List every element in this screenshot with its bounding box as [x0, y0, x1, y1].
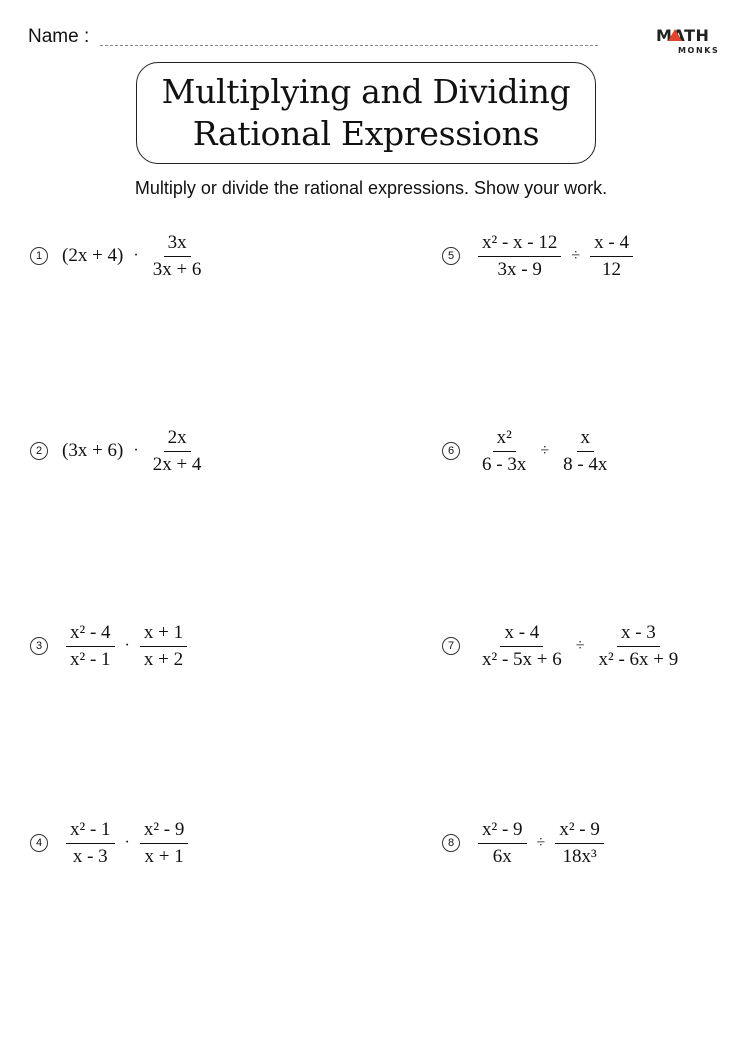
problem-4: [30, 813, 192, 873]
numerator: x²: [493, 427, 516, 452]
denominator: 18x³: [562, 845, 597, 867]
numerator: 2x: [164, 427, 191, 452]
denominator: 2x + 4: [152, 453, 202, 475]
problem-number: 2: [30, 442, 48, 460]
expression: [474, 819, 608, 868]
operator: ÷: [540, 442, 550, 459]
fraction-1: [478, 427, 530, 476]
expression: [62, 819, 192, 868]
numerator: x² - 1: [66, 819, 115, 844]
fraction-2: [140, 819, 189, 868]
numerator: x² - 9: [140, 819, 189, 844]
logo-sub-text: MONKS: [678, 46, 720, 55]
operator: ·: [133, 442, 139, 459]
problem-number: 3: [30, 637, 48, 655]
problem-3: [30, 616, 191, 676]
denominator: 12: [602, 258, 622, 280]
problem-number: 1: [30, 247, 48, 265]
fraction-1: [66, 622, 115, 671]
logo-triangle-icon: [668, 29, 682, 41]
problem-5: [442, 226, 637, 286]
name-label: Name :: [28, 26, 90, 47]
operator: ÷: [536, 834, 546, 851]
problem-1: [30, 226, 209, 286]
numerator: x² - x - 12: [478, 232, 561, 257]
numerator: x² - 9: [555, 819, 604, 844]
problem-6: [442, 421, 615, 481]
numerator: x - 3: [617, 622, 660, 647]
fraction: [149, 427, 206, 476]
numerator: x + 1: [140, 622, 187, 647]
numerator: x² - 4: [66, 622, 115, 647]
numerator: x: [577, 427, 595, 452]
math-monks-logo: [652, 26, 718, 58]
expression: [474, 622, 686, 671]
problem-7: [442, 616, 686, 676]
operator: ÷: [571, 247, 581, 264]
denominator: x² - 6x + 9: [598, 648, 679, 670]
fraction-1: [66, 819, 115, 868]
fraction-2: [590, 232, 633, 281]
expression: [474, 232, 637, 281]
numerator: x - 4: [500, 622, 543, 647]
name-row: [28, 26, 598, 50]
lead-factor: (2x + 4): [62, 245, 124, 266]
problem-number: 5: [442, 247, 460, 265]
operator: ·: [124, 834, 130, 851]
name-input-line[interactable]: [100, 45, 598, 46]
operator: ÷: [575, 637, 585, 654]
fraction-2: [595, 622, 683, 671]
numerator: x² - 9: [478, 819, 527, 844]
expression: [474, 427, 615, 476]
title-line-2: Rational Expressions: [192, 114, 540, 153]
title-line-1: Multiplying and Dividing: [161, 72, 571, 111]
operator: ·: [133, 247, 139, 264]
denominator: 6x: [492, 845, 512, 867]
denominator: x - 3: [72, 845, 108, 867]
problem-8: [442, 813, 608, 873]
denominator: x² - 1: [70, 648, 111, 670]
problem-number: 7: [442, 637, 460, 655]
lead-factor: (3x + 6): [62, 440, 124, 461]
denominator: x² - 5x + 6: [482, 648, 562, 670]
problem-number: 4: [30, 834, 48, 852]
expression: [62, 622, 191, 671]
denominator: 8 - 4x: [563, 453, 608, 475]
expression: [62, 427, 209, 476]
problem-number: 8: [442, 834, 460, 852]
numerator: x - 4: [590, 232, 633, 257]
numerator: 3x: [164, 232, 191, 257]
denominator: 3x + 6: [152, 258, 202, 280]
logo-main-text: MATH: [656, 26, 710, 45]
fraction-2: [555, 819, 604, 868]
denominator: x + 1: [144, 845, 184, 867]
denominator: 6 - 3x: [482, 453, 527, 475]
operator: ·: [124, 637, 130, 654]
denominator: 3x - 9: [497, 258, 542, 280]
problem-2: [30, 421, 209, 481]
fraction-1: [478, 622, 566, 671]
problem-number: 6: [442, 442, 460, 460]
fraction-2: [559, 427, 611, 476]
fraction-1: [478, 232, 561, 281]
fraction-2: [140, 622, 187, 671]
fraction: [149, 232, 206, 281]
title-box: [136, 62, 596, 164]
fraction-1: [478, 819, 527, 868]
instructions: Multiply or divide the rational expressions. Show your work.: [134, 178, 608, 198]
denominator: x + 2: [143, 648, 184, 670]
expression: [62, 232, 209, 281]
